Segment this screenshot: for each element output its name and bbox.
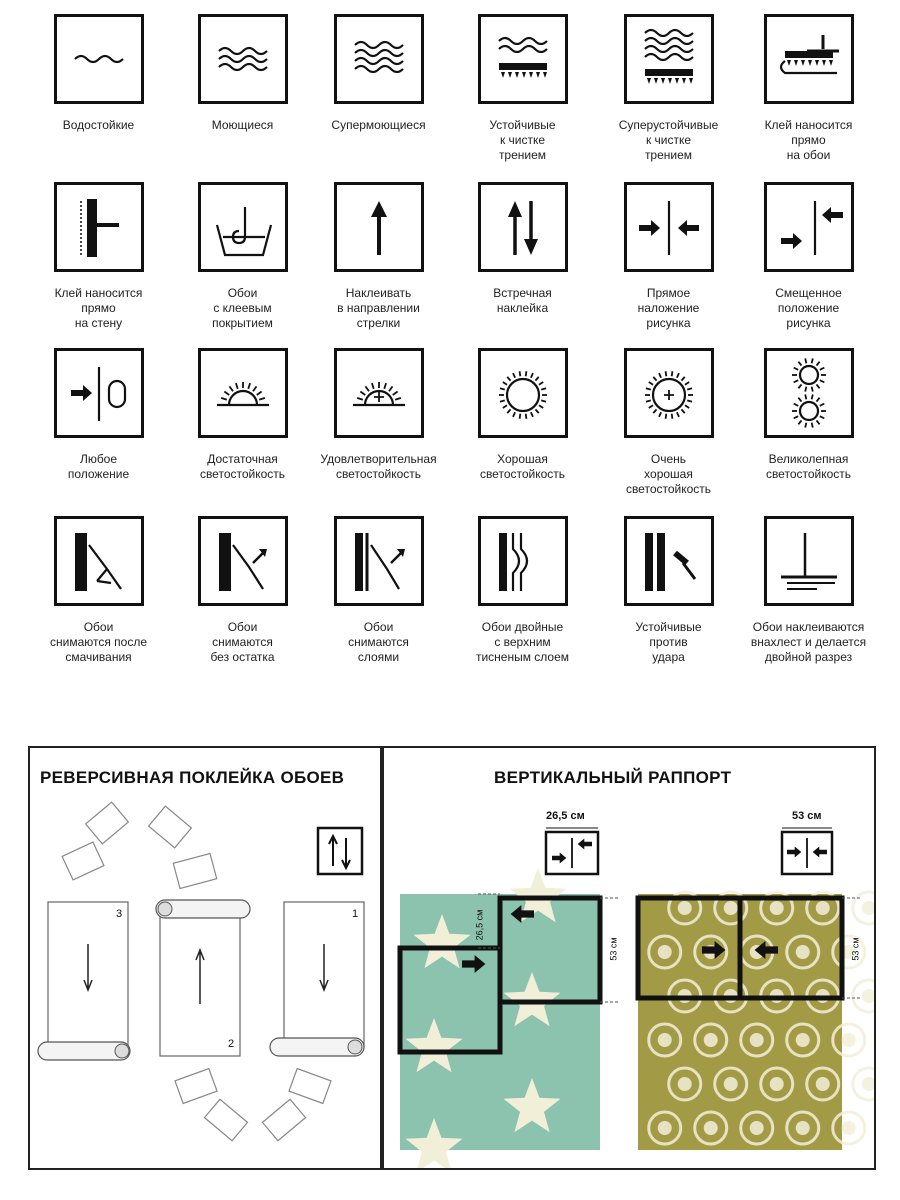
scrub-resistant-symbol [450, 14, 595, 163]
sufficient-lightfast-icon [198, 348, 288, 438]
paste-wall-icon [54, 182, 144, 272]
strip-number-1: 1 [352, 908, 359, 920]
straight-match-symbol [596, 182, 741, 331]
caption-line: снимаются после [49, 635, 148, 649]
offset-side-label: 26,5 см [474, 909, 485, 941]
super-washable-symbol [306, 14, 451, 133]
strip-number-2: 2 [228, 1038, 235, 1050]
free-match-symbol [26, 348, 171, 482]
reverse-panel-title: РЕВЕРСИВНАЯ ПОКЛЕЙКА ОБОЕВ [40, 768, 345, 787]
offset-width-label: 26,5 см [546, 810, 585, 822]
wet-removable-symbol [26, 516, 171, 665]
very-good-lightfast-symbol [596, 348, 741, 497]
paste-wallpaper-caption [736, 118, 881, 163]
caption-line: тисненым слоем [475, 650, 570, 664]
caption-line: Великолепная [768, 452, 849, 466]
water-resistant-icon [54, 14, 144, 104]
direction-arrow-symbol [306, 182, 451, 331]
impact-resistant-symbol [596, 516, 741, 665]
caption-line: Обои [227, 620, 258, 634]
scrub-resistant-icon [478, 14, 568, 104]
caption-line: светостойкость [479, 467, 566, 481]
duplex-embossed-icon [478, 516, 568, 606]
paste-wall-caption [26, 286, 171, 331]
straight-match-icon [624, 182, 714, 272]
caption-line: стрелки [356, 316, 401, 330]
caption-line: Обои [83, 620, 114, 634]
strippable-caption [170, 620, 315, 665]
caption-line: с клеевым [213, 301, 272, 315]
super-washable-icon [334, 14, 424, 104]
caption-line: прямо [791, 133, 826, 147]
height-label-left: 53 см [608, 937, 619, 961]
good-lightfast-caption [450, 452, 595, 482]
direction-arrow-icon [334, 182, 424, 272]
wet-removable-icon [54, 516, 144, 606]
caption-line: светостойкость [625, 482, 712, 496]
prepasted-icon [198, 182, 288, 272]
super-washable-caption [306, 118, 451, 133]
caption-line: наложение [637, 301, 700, 315]
caption-line: светостойкость [765, 467, 852, 481]
caption-line: к чистке [499, 133, 546, 147]
caption-line: трением [644, 148, 693, 162]
caption-line: Клей наносится [54, 286, 143, 300]
caption-line: Достаточная [207, 452, 278, 466]
paste-wallpaper-icon [764, 14, 854, 104]
vertical-rapport-panel [380, 746, 876, 1170]
free-match-icon [54, 348, 144, 438]
caption-line: Очень [650, 452, 687, 466]
satisfactory-lightfast-icon [334, 348, 424, 438]
duplex-embossed-caption [450, 620, 595, 665]
good-lightfast-icon [478, 348, 568, 438]
caption-line: Удовлетворительная [320, 452, 437, 466]
caption-line: Прямое [646, 286, 691, 300]
caption-line: Клей наносится [764, 118, 853, 132]
caption-line: Устойчивые [489, 118, 556, 132]
very-good-lightfast-icon [624, 348, 714, 438]
peelable-symbol [306, 516, 451, 665]
peelable-caption [306, 620, 451, 665]
impact-resistant-caption [596, 620, 741, 665]
strippable-symbol [170, 516, 315, 665]
caption-line: с верхним [494, 635, 551, 649]
caption-line: светостойкость [199, 467, 286, 481]
caption-line: смачивания [65, 650, 132, 664]
caption-line: светостойкость [335, 467, 422, 481]
caption-line: Хорошая [497, 452, 548, 466]
overlap-double-cut-caption [736, 620, 881, 665]
super-scrub-resistant-icon [624, 14, 714, 104]
caption-line: Смещенное [775, 286, 842, 300]
caption-line: Любое [79, 452, 118, 466]
paste-wall-symbol [26, 182, 171, 331]
excellent-lightfast-icon [764, 348, 854, 438]
caption-line: Водостойкие [62, 118, 135, 132]
caption-line: трением [498, 148, 547, 162]
offset-match-caption [736, 286, 881, 331]
scrub-resistant-caption [450, 118, 595, 163]
caption-line: в направлении [337, 301, 420, 315]
peelable-icon [334, 516, 424, 606]
duplex-embossed-symbol [450, 516, 595, 665]
straight-width-label: 53 см [792, 810, 822, 822]
caption-line: Обои двойные [481, 620, 564, 634]
caption-line: двойной разрез [764, 650, 853, 664]
caption-line: положение [777, 301, 840, 315]
sufficient-lightfast-symbol [170, 348, 315, 482]
caption-line: Супермоющиеся [331, 118, 426, 132]
reverse-hanging-diagram [30, 748, 382, 1168]
washable-icon [198, 14, 288, 104]
caption-line: рисунка [646, 316, 691, 330]
offset-match-icon [764, 182, 854, 272]
reverse-hanging-caption [450, 286, 595, 316]
straight-match-caption [596, 286, 741, 331]
caption-line: Устойчивые [635, 620, 702, 634]
water-resistant-caption [26, 118, 171, 133]
caption-line: против [649, 635, 688, 649]
super-scrub-resistant-caption [596, 118, 741, 163]
prepasted-caption [170, 286, 315, 331]
caption-line: положение [67, 467, 130, 481]
prepasted-symbol [170, 182, 315, 331]
water-resistant-symbol [26, 14, 171, 133]
offset-match-symbol [736, 182, 881, 331]
caption-line: снимаются [348, 635, 409, 649]
caption-line: на стену [74, 316, 123, 330]
rapport-panel-title: ВЕРТИКАЛЬНЫЙ РАППОРТ [494, 768, 732, 787]
caption-line: покрытием [212, 316, 273, 330]
good-lightfast-symbol [450, 348, 595, 482]
caption-line: на обои [786, 148, 831, 162]
caption-line: прямо [81, 301, 116, 315]
caption-line: Суперустойчивые [618, 118, 719, 132]
caption-line: к чистке [645, 133, 692, 147]
caption-line: Встречная [493, 286, 552, 300]
excellent-lightfast-caption [736, 452, 881, 482]
caption-line: снимаются [212, 635, 273, 649]
impact-resistant-icon [624, 516, 714, 606]
reverse-hanging-symbol [450, 182, 595, 316]
excellent-lightfast-symbol [736, 348, 881, 482]
caption-line: наклейка [496, 301, 549, 315]
strip-number-3: 3 [116, 908, 123, 920]
caption-line: внахлест и делается [750, 635, 867, 649]
caption-line: рисунка [786, 316, 831, 330]
height-label-right: 53 см [850, 937, 861, 961]
caption-line: слоями [357, 650, 400, 664]
sufficient-lightfast-caption [170, 452, 315, 482]
overlap-double-cut-symbol [736, 516, 881, 665]
free-match-caption [26, 452, 171, 482]
caption-line: без остатка [210, 650, 275, 664]
reverse-hanging-panel [28, 746, 384, 1170]
rapport-diagram [382, 748, 874, 1168]
caption-line: удара [652, 650, 685, 664]
caption-line: Моющиеся [211, 118, 274, 132]
overlap-double-cut-icon [764, 516, 854, 606]
caption-line: Обои наклеиваются [752, 620, 865, 634]
caption-line: Наклеивать [345, 286, 412, 300]
paste-wallpaper-symbol [736, 14, 881, 163]
washable-caption [170, 118, 315, 133]
satisfactory-lightfast-symbol [306, 348, 451, 482]
caption-line: Обои [227, 286, 258, 300]
reverse-hanging-icon [478, 182, 568, 272]
very-good-lightfast-caption [596, 452, 741, 497]
direction-arrow-caption [306, 286, 451, 331]
strippable-icon [198, 516, 288, 606]
washable-symbol [170, 14, 315, 133]
caption-line: хорошая [644, 467, 693, 481]
super-scrub-resistant-symbol [596, 14, 741, 163]
satisfactory-lightfast-caption [306, 452, 451, 482]
wet-removable-caption [26, 620, 171, 665]
caption-line: Обои [363, 620, 394, 634]
